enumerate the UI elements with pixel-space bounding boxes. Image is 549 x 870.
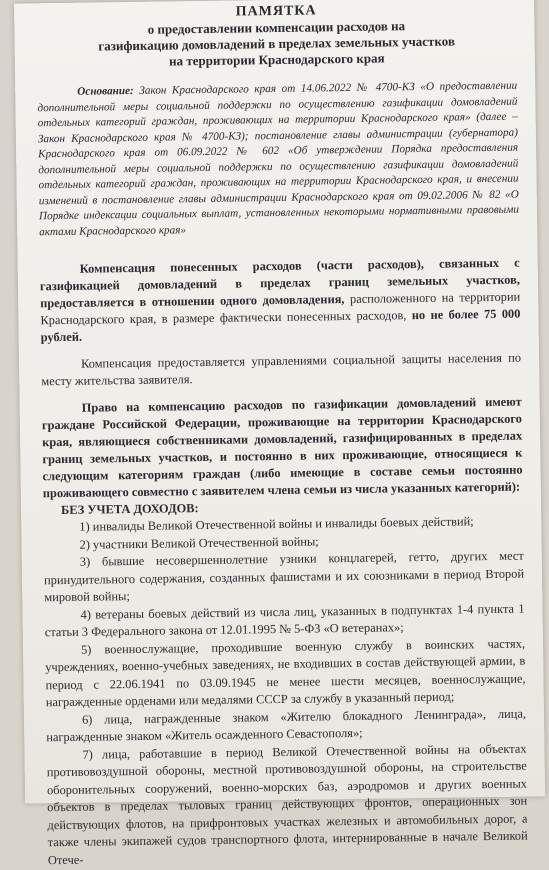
list-item: 4) ветераны боевых действий из числа лиц, указанных в подпунктах 1-4 пункта 1 статьи 3 Федерального закона от 12.01.1995 № 5-ФЗ «О ветеранах»; — [44, 601, 525, 640]
title-line-4: на территории Краснодарского края — [168, 50, 385, 69]
list-item: 7) лица, работавшие в период Великой Отечественной войны на объектах противовоздушной обороны, местной противовоздушной обороны, на строительстве оборонительных сооружений, военно-морских баз, аэродромов и других военных объектов в пределах тыловых границ действующих фронтов, операционных зон действующих флотов, на прифронтовых участках железных и автомобильных дорог, а также члены экипажей судов транспортного флота, интернированные в начале Великой Отече- — [46, 741, 528, 867]
title-line-2: о предоставлении компенсации расходов на — [147, 18, 406, 37]
compensation-limit: но не более 75 000 рублей. — [40, 306, 521, 345]
basis-text: Закон Краснодарского края от 14.06.2022 № 4700-КЗ «О предоставлении дополнительной меры социальной поддержки по осуществлению газификации домовладений отдельных категорий граждан, проживающих на территории Краснодарского края» (далее – Закон Краснодарского края № 4700-КЗ); постановление главы администрации (губернатора) Краснодарского края от 06.09.2022 № 602 «Об утверждении Порядка предоставления дополнительной меры социальной поддержки по осуществлению газификации домовладений отдельных категорий граждан, проживающих на территории Краснодарского края, и внесении изменений в постановление главы администрации Краснодарского края от 09.02.2006 № 82 «О Порядке индексации социальных выплат, установленных некоторыми нормативными правовыми актами Краснодарского края» — [37, 79, 520, 238]
list-item: 6) лица, награжденные знаком «Жителю блокадного Ленинграда», лица, награжденные знаком «Житель осажденного Севастополя»; — [46, 706, 527, 745]
provider-paragraph: Компенсация предоставляется управлениями социальной защиты населения по месту жительства заявителя. — [41, 350, 522, 389]
category-list — [43, 513, 528, 870]
basis-paragraph — [37, 79, 519, 241]
compensation-part-2: связанных с газификацией домовладений в пределах границ земельных участков, предоставляется в отношении одного домовладения, — [39, 255, 521, 311]
list-item: 1) инвалиды Великой Отечественной войны и инвалиды боевых действий; — [79, 514, 474, 534]
document-sheet — [14, 0, 545, 867]
title-line-1: ПАМЯТКА — [235, 3, 317, 20]
list-item: 3) бывшие несовершеннолетние узники концлагерей, гетто, других мест принудительного содержания, созданных фашистами и их союзниками в период Второй мировой войны; — [43, 548, 525, 605]
title-line-3: газификацию домовладений в пределах земельных участков — [98, 33, 456, 54]
list-item: 2) участники Великой Отечественной войны; — [79, 534, 319, 552]
document-title — [36, 1, 517, 72]
document-body — [14, 0, 546, 870]
no-income-heading: БЕЗ УЧЕТА ДОХОДОВ: — [61, 501, 199, 518]
compensation-paragraph — [40, 255, 521, 347]
basis-label: Основание: — [77, 84, 134, 98]
list-item: 5) военнослужащие, проходившие военную службу в воинских частях, учреждениях, военно-учебных заведениях, не входивших в состав действующей армии, в период с 22.06.1941 по 03.09.1945 не менее шести месяцев, военнослужащие, награжденные орденами или медалями СССР за службу в указанный период; — [45, 636, 526, 710]
compensation-part-1: Компенсация понесенных расходов (части расходов), — [79, 256, 440, 276]
eligibility-paragraph: Право на компенсацию расходов по газификации домовладений имеют граждане Российской Федерации, проживающие на территории Краснодарского края, являющиеся собственниками домовладений, газифицированных в пределах границ земельных участков, и постоянно в них проживающие, относящиеся к следующим категориям граждан (либо имеющие в составе семьи постоянно проживающего совместно с заявителем члена семьи из числа указанных категорий): — [41, 394, 523, 501]
compensation-part-3: расположенного на территории Краснодарского края, в размере фактически понесенных расходов, — [40, 289, 521, 328]
